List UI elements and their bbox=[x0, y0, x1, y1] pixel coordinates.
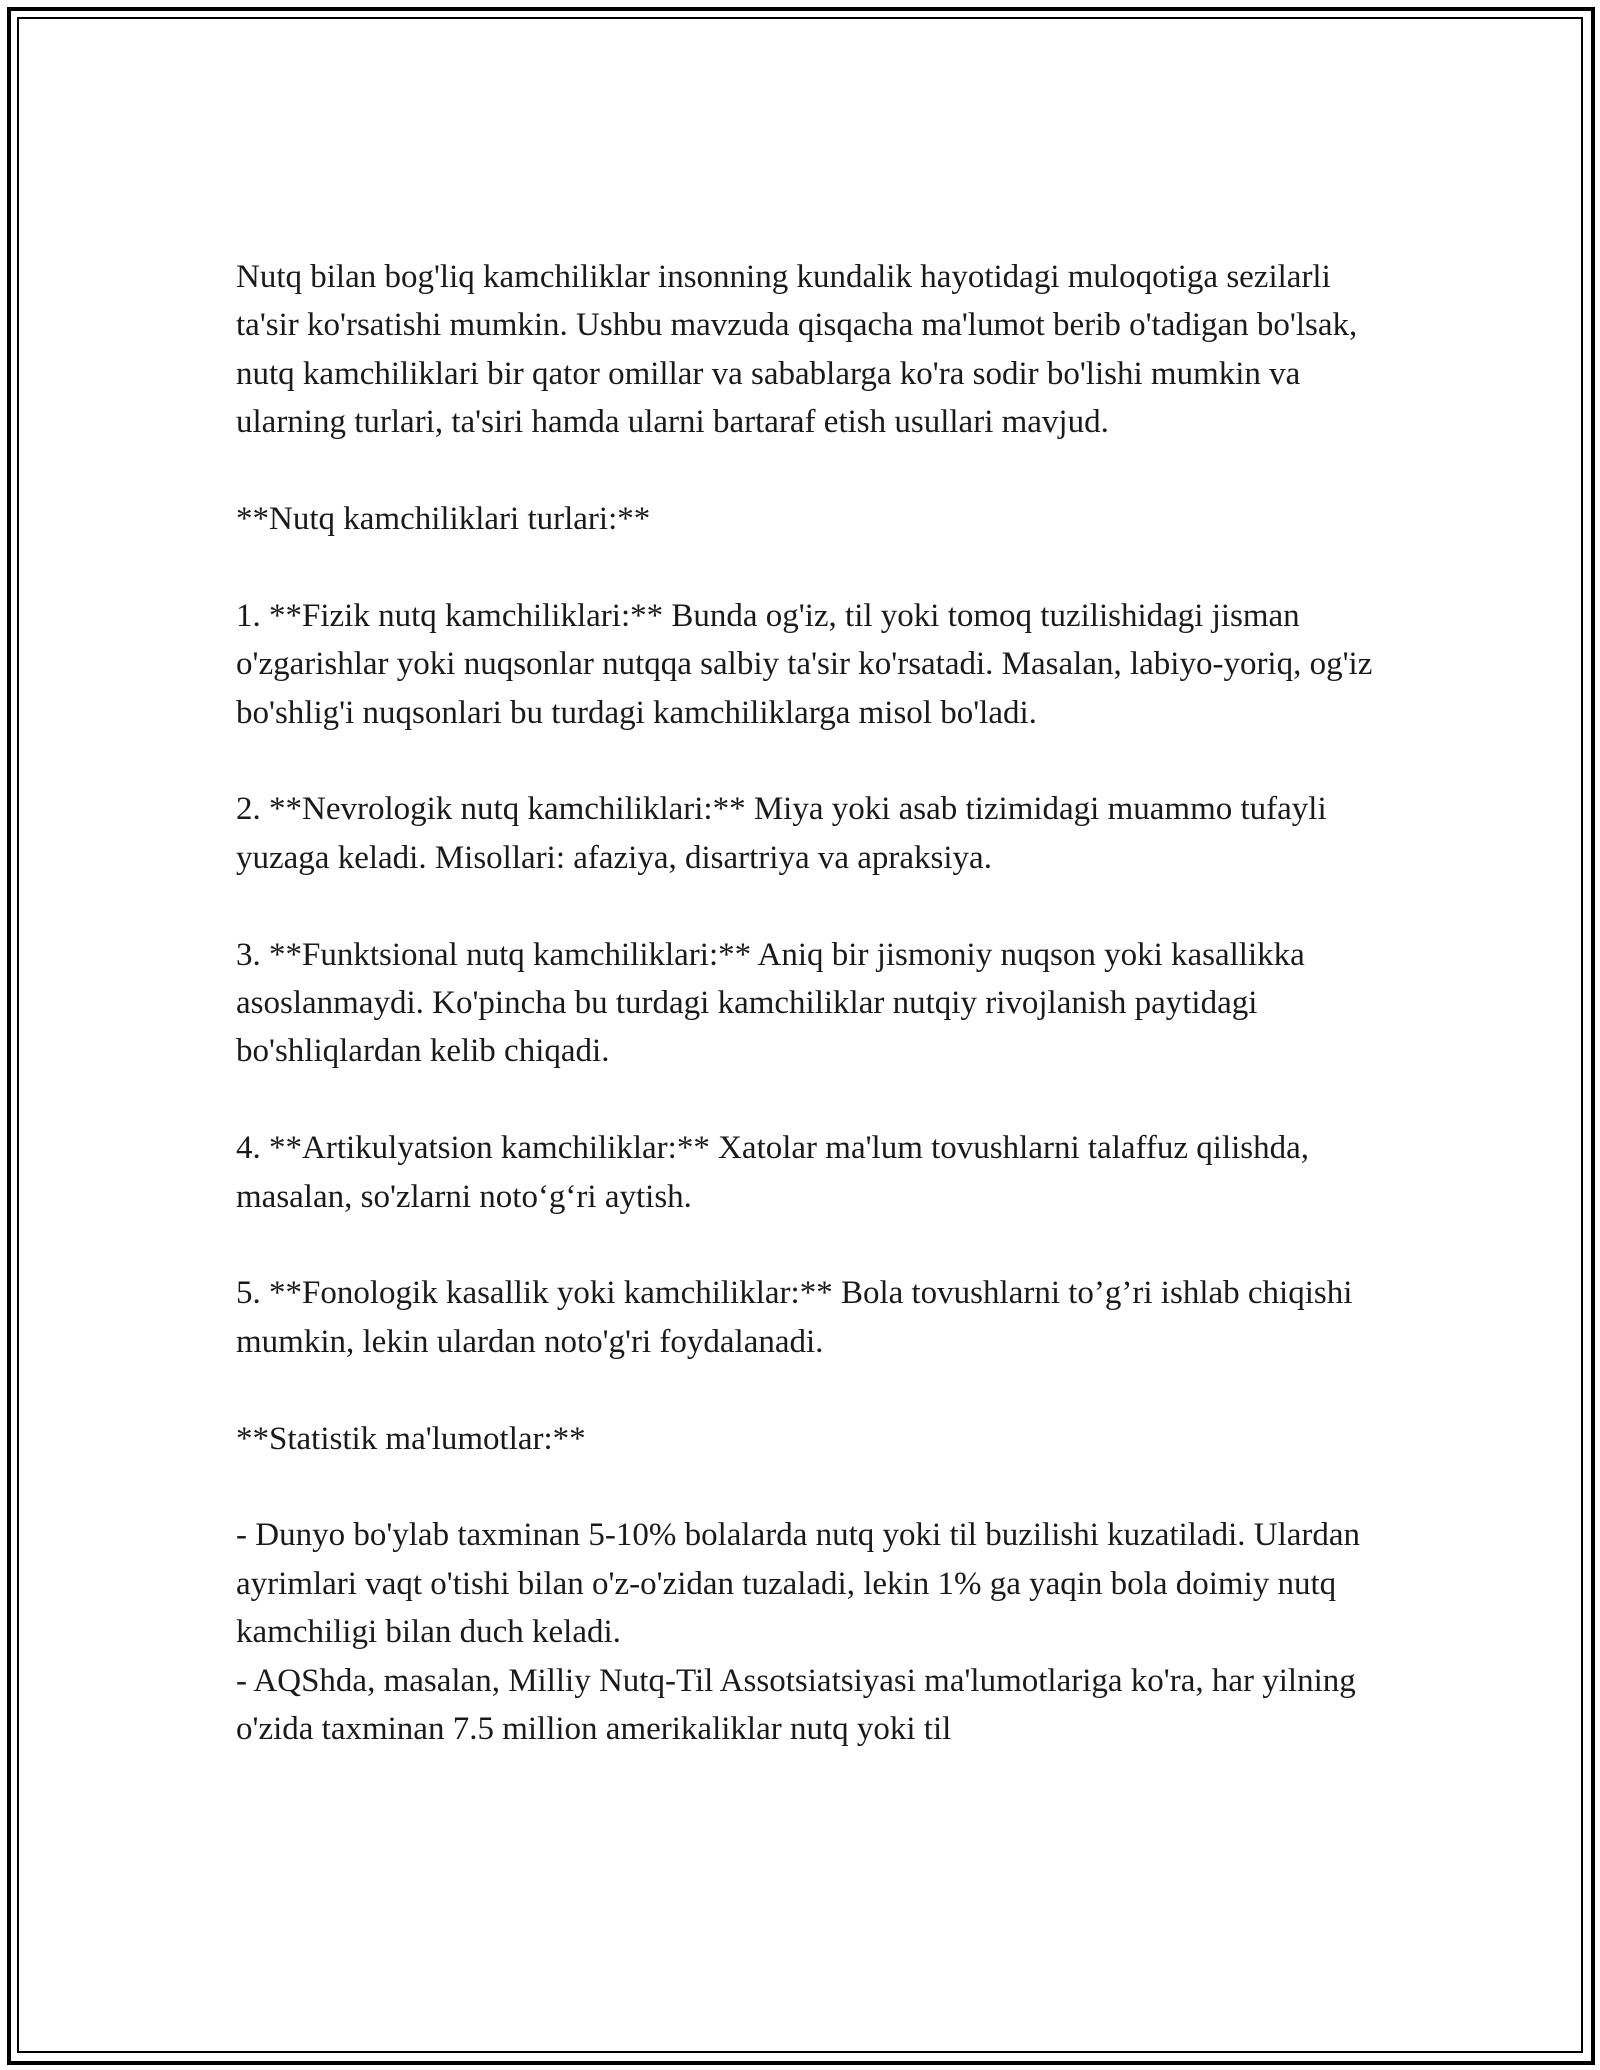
document-body bbox=[236, 253, 1376, 1753]
type-item-4: 4. **Artikulyatsion kamchiliklar:** Xatolar ma'lum tovushlarni talaffuz qilishda, masalan, so'zlarni noto‘g‘ri aytish. bbox=[236, 1130, 1310, 1215]
types-heading: **Nutq kamchiliklari turlari:** bbox=[236, 501, 651, 538]
type-item-1: 1. **Fizik nutq kamchiliklari:** Bunda og'iz, til yoki tomoq tuzilishidagi jisman o'zgarishlar yoki nuqsonlar nutqqa salbiy ta'sir ko'rsatadi. Masalan, labiyo-yoriq, og'iz bo'shlig'i nuqsonlari bu turdagi kamchiliklarga misol bo'ladi. bbox=[236, 597, 1373, 731]
stats-item-1: - Dunyo bo'ylab taxminan 5-10% bolalarda nutq yoki til buzilishi kuzatiladi. Ulardan ayrimlari vaqt o'tishi bilan o'z-o'zidan tuzaladi, lekin 1% ga yaqin bola doimiy nutq kamchiligi bilan duch keladi. bbox=[236, 1517, 1361, 1651]
stats-heading: **Statistik ma'lumotlar:** bbox=[236, 1420, 586, 1457]
type-item-3: 3. **Funktsional nutq kamchiliklari:** Aniq bir jismoniy nuqson yoki kasallikka asoslanmaydi. Ko'pincha bu turdagi kamchiliklar nutqiy rivojlanish paytidagi bo'shliqlardan kelib chiqadi. bbox=[236, 936, 1305, 1070]
stats-item-2: - AQShda, masalan, Milliy Nutq-Til Assotsiatsiyasi ma'lumotlariga ko'ra, har yilning o'zida taxminan 7.5 million amerikaliklar nutq yoki til bbox=[236, 1662, 1356, 1748]
type-item-2: 2. **Nevrologik nutq kamchiliklari:** Miya yoki asab tizimidagi muammo tufayli yuzaga keladi. Misollari: afaziya, disartriya va apraksiya. bbox=[236, 791, 1327, 876]
type-item-5: 5. **Fonologik kasallik yoki kamchiliklar:** Bola tovushlarni to’g’ri ishlab chiqishi mumkin, lekin ulardan noto'g'ri foydalanadi. bbox=[236, 1275, 1353, 1360]
intro-paragraph: Nutq bilan bog'liq kamchiliklar insonning kundalik hayotidagi muloqotiga sezilarli ta'sir ko'rsatishi mumkin. Ushbu mavzuda qisqacha ma'lumot berib o'tadigan bo'lsak, nutq kamchiliklari bir qator omillar va sabablarga ko'ra sodir bo'lishi mumkin va ularning turlari, ta'siri hamda ularni bartaraf etish usullari mavjud. bbox=[236, 259, 1358, 441]
